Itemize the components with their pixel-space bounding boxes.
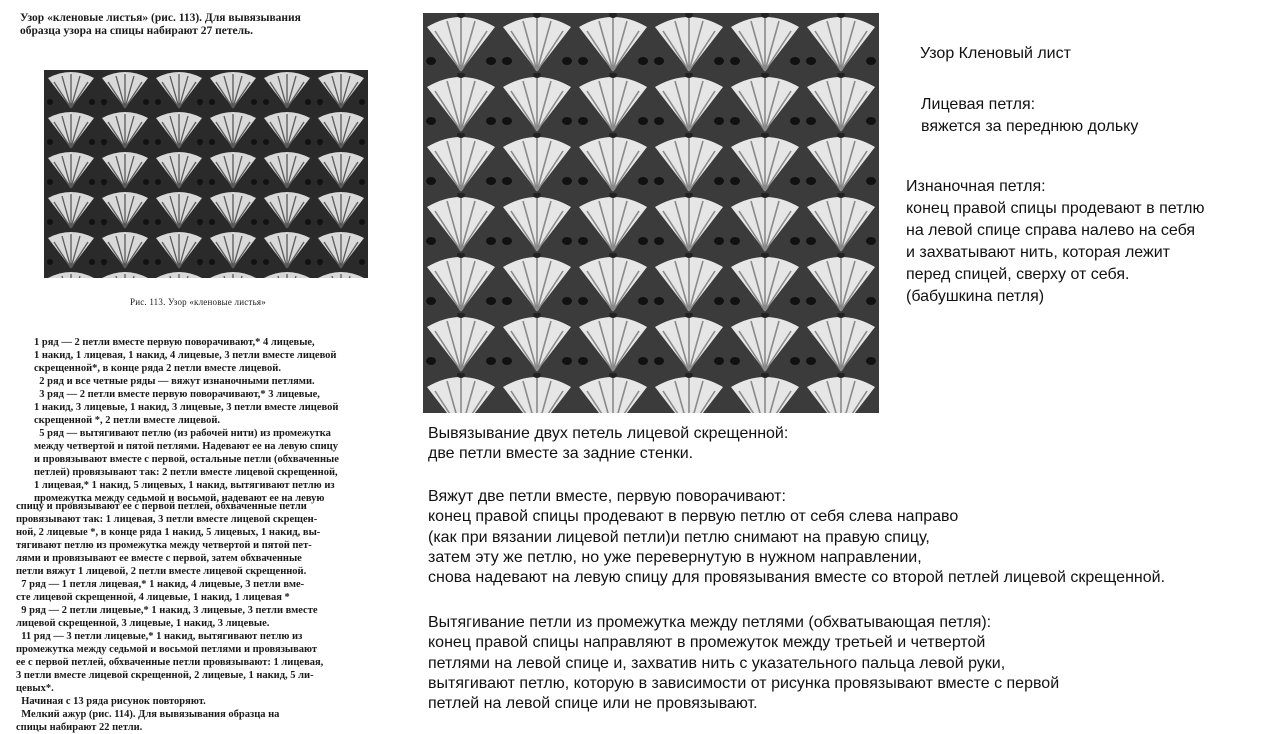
row-instructions-part-2: спицу и провязывают ее с первой петлей, обхваченные петли провязывают так: 1 лицевая, 3 петли вместе лицевой скрещен- ной, 2 лицевые *, в конце ряда 1 накид, 5 лицевых, 1 накид, вы- тягивают петлю из промежутка между четвертой и пятой пет- лями и провязывают ее вместе с первой, затем обхваченные петли вяжут 1 лицевой, 2 петли вместе лицевой скрещенной. 7 ряд — 1 петля лицевая,* 1 накид, 4 лицевые, 3 петли вме- сте лицевой скрещенной, 4 лицевые, 1 накид, 1 лицевая * 9 ряд — 2 петли лицевые,* 1 накид, 3 лицевые, 3 петли вместе лицевой скрещенной, 3 лицевые, 1 накид, 3 лицевые. 11 ряд — 3 петли лицевые,* 1 накид, вытягивают петлю из промежутка между седьмой и восьмой петлями и провязывают ее с первой петлей, обхваченные петли провязывают: 1 лицевая, 3 петли вместе лицевой скрещенной, 2 лицевые, 1 накид, 5 ли- цевых*. Начиная с 13 ряда рисунок повторяют. Мелкий ажур (рис. 114). Для вывязывания образца на спицы набирают 22 петли. xyxy=(16,501,324,733)
face-stitch-note: Лицевая петля: вяжется за переднюю дольку xyxy=(921,96,1139,135)
pattern-intro: Узор «кленовые листья» (рис. 113). Для вывязывания образца узора на спицы набирают 27 петель. xyxy=(20,12,301,37)
pattern-title: Узор Кленовый лист xyxy=(920,45,1071,62)
purl-stitch-note: Изнаночная петля: конец правой спицы продевают в петлю на левой спице справа налево на себя и захватывают нить, которая лежит перед спицей, сверху от себя. (бабушкина петля) xyxy=(906,178,1205,305)
wrap-loop-paragraph: Вытягивание петли из промежутка между петлями (обхватывающая петля): конец правой спицы направляют в промежуток между третьей и четвертой петлями на левой спице и, захватив нить с указательного пальца левой руки, вытягивают петлю, которую в зависимости от рисунка провязывают вместе с первой петлей на левой спице или не провязывают. xyxy=(428,614,1060,713)
row-instructions-part-1: 1 ряд — 2 петли вместе первую поворачивают,* 4 лицевые, 1 накид, 1 лицевая, 1 накид, 4 лицевые, 3 петли вместе лицевой скрещенной*, в конце ряда 2 петли вместе лицевой. 2 ряд и все четные ряды — вяжут изнаночными петлями. 3 ряд — 2 петли вместе первую поворачивают,* 3 лицевые, 1 накид, 3 лицевые, 1 накид, 3 лицевые, 3 петли вместе лицевой скрещенной *, 2 петли вместе лицевой. 5 ряд — вытягивают петлю (из рабочей нити) из промежутка между четвертой и пятой петлями. Надевают ее на левую спицу и провязывают вместе с первой, остальные петли (обхваченные петлей) провязывают так: 2 петли вместе лицевой скрещенной, 1 лицевая,* 1 накид, 5 лицевых, 1 накид, вытягивают петлю из промежутка между седьмой и восьмой, надевают ее на левую xyxy=(34,337,339,504)
scanned-book-page xyxy=(0,0,400,733)
small-knit-photo xyxy=(44,70,368,278)
crossed-knit-paragraph: Вывязывание двух петель лицевой скрещенной: две петли вместе за задние стенки. xyxy=(428,425,789,463)
figure-caption: Рис. 113. Узор «кленовые листья» xyxy=(130,297,266,307)
turned-stitch-paragraph: Вяжут две петли вместе, первую поворачивают: конец правой спицы продевают в первую петлю от себя слева направо (как при вязании лицевой петли)и петлю снимают на правую спицу, затем эту же петлю, но уже перевернутую в нужном направлении, снова надевают на левую спицу для провязывания вместе со второй петлей лицевой скрещенной. xyxy=(428,488,1166,587)
large-knit-photo xyxy=(423,13,879,413)
